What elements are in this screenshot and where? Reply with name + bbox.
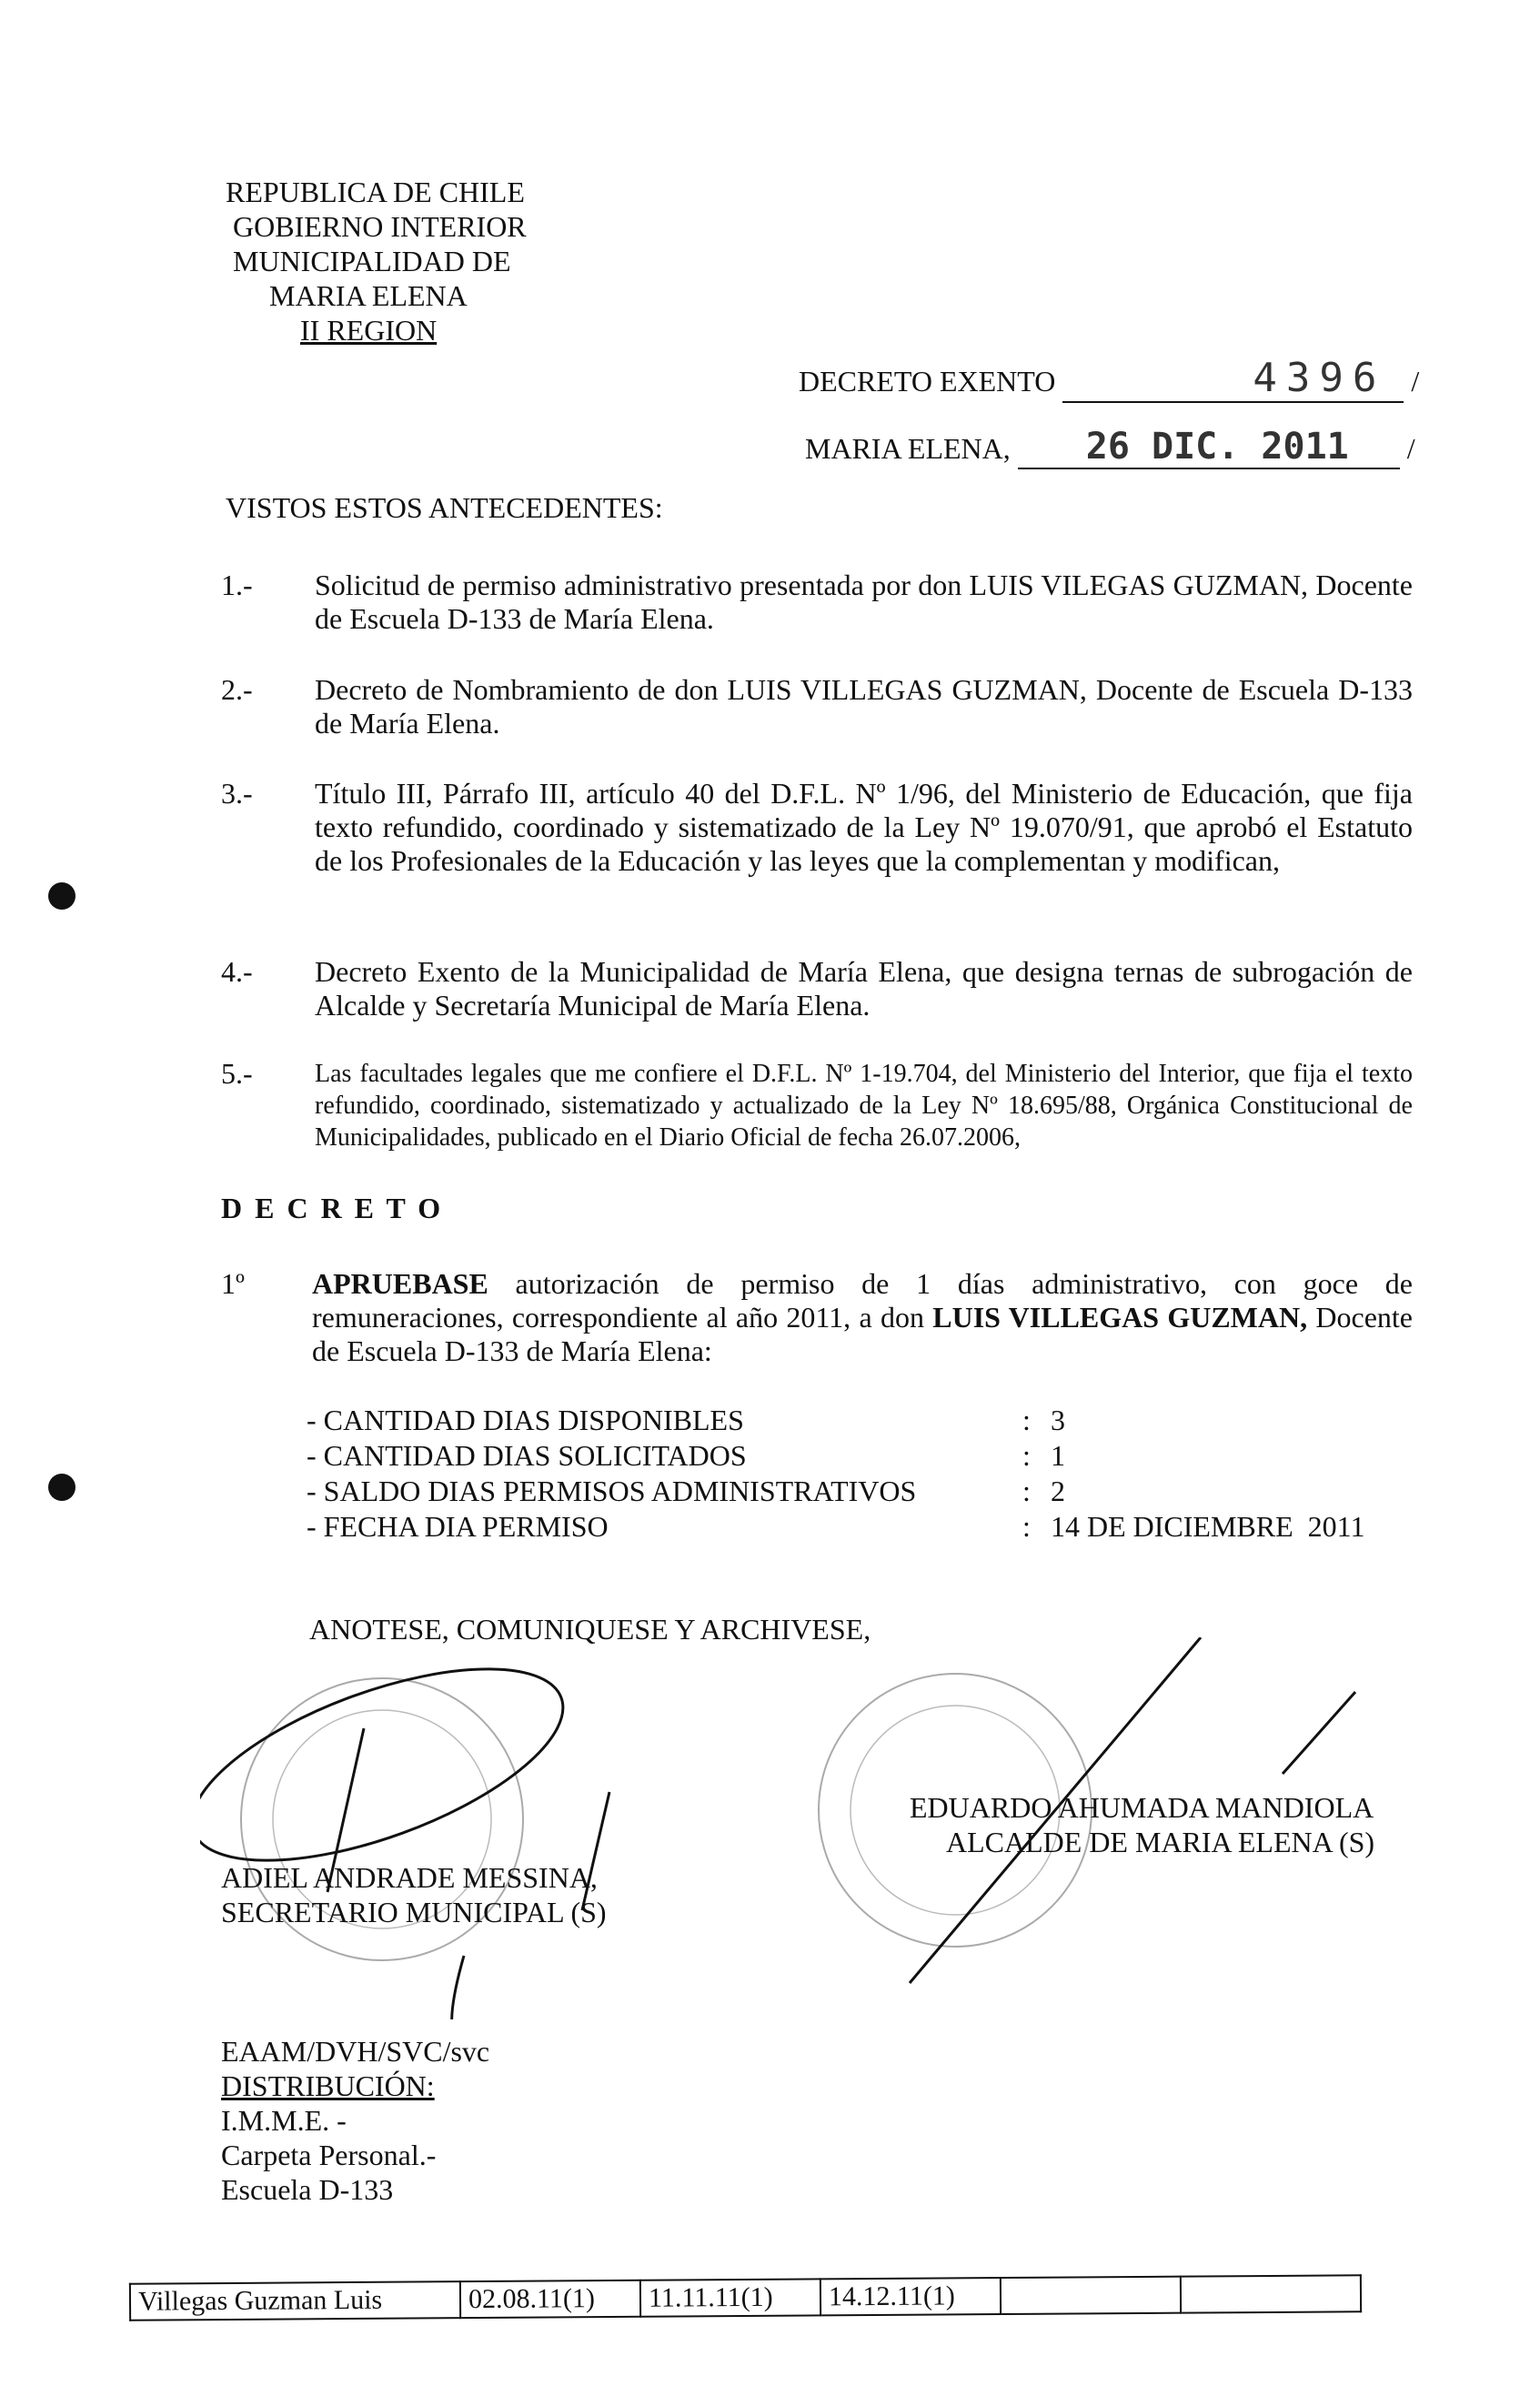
- letterhead: [226, 175, 527, 347]
- detail-label: - CANTIDAD DIAS DISPONIBLES: [307, 1404, 744, 1436]
- decreto-article: [221, 1267, 1413, 1368]
- detail-value: 1: [1051, 1439, 1065, 1472]
- permit-record-table: [129, 2274, 1362, 2321]
- signer-name: EDUARDO AHUMADA MANDIOLA: [910, 1791, 1374, 1824]
- table-cell: 02.08.11(1): [460, 2280, 640, 2318]
- distribution-title: DISTRIBUCIÓN:: [221, 2069, 435, 2102]
- table-cell: [1001, 2277, 1181, 2314]
- distribution-item: Carpeta Personal.-: [221, 2139, 437, 2171]
- detail-row: - SALDO DIAS PERMISOS ADMINISTRATIVOS : 2: [307, 1475, 1065, 1507]
- table-cell: 11.11.11(1): [640, 2279, 820, 2316]
- distribution-item: Escuela D-133: [221, 2173, 394, 2206]
- signer-title: SECRETARIO MUNICIPAL (S): [221, 1896, 607, 1928]
- reference-initials: EAAM/DVH/SVC/svc: [221, 2035, 490, 2068]
- vistos-title: VISTOS ESTOS ANTECEDENTES:: [226, 491, 663, 524]
- decree-date: 26 DIC. 2011: [1085, 426, 1349, 468]
- header-line: MUNICIPALIDAD DE: [233, 245, 511, 277]
- detail-value: 2: [1051, 1475, 1065, 1507]
- item-number: 4.-: [221, 955, 253, 988]
- punch-hole: [48, 1474, 75, 1501]
- article-text: autorización de permiso de 1 días administrativo, con goce de remuneraciones, correspondiente al año 2011, a don: [312, 1267, 1413, 1334]
- decree-date-line: MARIA ELENA, 26 DIC. 2011 /: [805, 426, 1415, 468]
- distribution-item: I.M.M.E. -: [221, 2104, 347, 2137]
- header-line: MARIA ELENA: [269, 279, 468, 312]
- vistos-item: [221, 777, 1413, 878]
- approve-word: APRUEBASE: [312, 1267, 488, 1300]
- detail-row: - FECHA DIA PERMISO : 14 DE DICIEMBRE 2011: [307, 1510, 1365, 1543]
- item-text: Solicitud de permiso administrativo presentada por don LUIS VILEGAS GUZMAN, Docente de Escuela D-133 de María Elena.: [315, 569, 1413, 635]
- article-text: Docente de Escuela D-133 de María Elena:: [312, 1301, 1414, 1367]
- detail-value: 3: [1051, 1404, 1065, 1436]
- item-text: Título III, Párrafo III, artículo 40 del D.F.L. Nº 1/96, del Ministerio de Educación, que fija texto refundido, coordinado y sistematizado de la Ley Nº 19.070/91, que aprobó el Estatuto de los Profesionales de la Educación y las leyes que la complementan y modifican,: [315, 777, 1413, 877]
- signer-title: ALCALDE DE MARIA ELENA (S): [946, 1826, 1375, 1858]
- item-text: Las facultades legales que me confiere el D.F.L. Nº 1-19.704, del Ministerio del Interior, que fija el texto refundido, coordinado, sistematizado y actualizado de la Ley Nº 18.695/88, Orgánica Constitucional de Municipalidades, publicado en el Diario Oficial de fecha 26.07.2006,: [315, 1060, 1413, 1152]
- decree-number-line: DECRETO EXENTO 4396 /: [799, 355, 1420, 401]
- vistos-item: [221, 1058, 1413, 1153]
- item-text: Decreto de Nombramiento de don LUIS VILLEGAS GUZMAN, Docente de Escuela D-133 de María Elena.: [315, 673, 1413, 740]
- header-line: II REGION: [300, 314, 438, 347]
- table-cell: Villegas Guzman Luis: [130, 2281, 460, 2321]
- distribution-block: [221, 2034, 489, 2207]
- vistos-item: [221, 673, 1413, 740]
- decreto-title: D E C R E T O: [221, 1192, 444, 1224]
- header-line: REPUBLICA DE CHILE: [226, 176, 525, 208]
- decree-label: DECRETO EXENTO: [799, 365, 1056, 398]
- header-line: GOBIERNO INTERIOR: [233, 210, 527, 243]
- signature-block-left: [221, 1860, 607, 1929]
- item-text: Decreto Exento de la Municipalidad de María Elena, que designa ternas de subrogación de Alcalde y Secretaría Municipal de María Elena.: [315, 955, 1413, 1022]
- detail-label: - FECHA DIA PERMISO: [307, 1510, 609, 1543]
- place-label: MARIA ELENA,: [805, 432, 1011, 465]
- item-number: 5.-: [221, 1057, 253, 1090]
- punch-hole: [48, 882, 75, 910]
- detail-row: - CANTIDAD DIAS DISPONIBLES : 3: [307, 1404, 1065, 1436]
- person-name: LUIS VILLEGAS GUZMAN,: [932, 1301, 1308, 1334]
- item-number: 1.-: [221, 569, 253, 601]
- vistos-item: [221, 569, 1413, 636]
- detail-value: 14 DE DICIEMBRE 2011: [1051, 1510, 1365, 1543]
- table-cell: [1181, 2275, 1361, 2312]
- decree-number: 4396: [1253, 355, 1386, 401]
- detail-row: - CANTIDAD DIAS SOLICITADOS : 1: [307, 1439, 1065, 1472]
- article-number: 1º: [221, 1267, 245, 1300]
- permit-details: [307, 1403, 1444, 1545]
- closing-formula: ANOTESE, COMUNIQUESE Y ARCHIVESE,: [309, 1613, 871, 1646]
- signature-block-right: [910, 1790, 1374, 1859]
- table-row: [130, 2275, 1361, 2320]
- vistos-item: [221, 955, 1413, 1022]
- table-cell: 14.12.11(1): [820, 2278, 1001, 2315]
- detail-label: - SALDO DIAS PERMISOS ADMINISTRATIVOS: [307, 1475, 917, 1507]
- item-number: 3.-: [221, 777, 253, 810]
- signer-name: ADIEL ANDRADE MESSINA,: [221, 1861, 598, 1894]
- detail-label: - CANTIDAD DIAS SOLICITADOS: [307, 1439, 747, 1472]
- item-number: 2.-: [221, 673, 253, 706]
